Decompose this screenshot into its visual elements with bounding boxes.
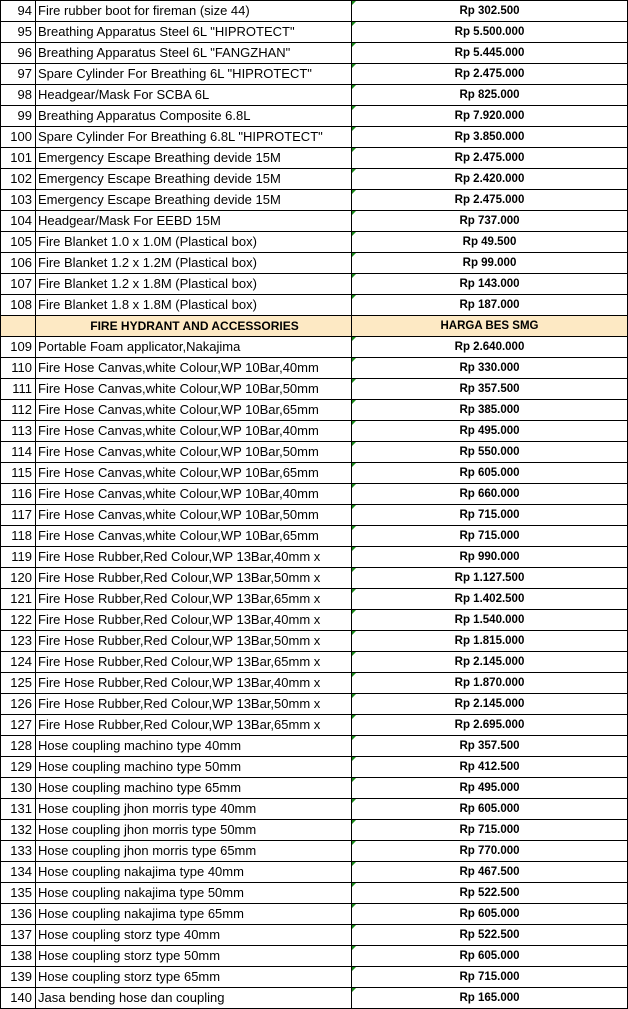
- item-description-cell: Fire Hose Canvas,white Colour,WP 10Bar,65mm: [36, 463, 352, 484]
- item-description-cell: Hose coupling storz type 50mm: [36, 946, 352, 967]
- item-number-cell: 139: [1, 967, 36, 988]
- item-description-cell: Breathing Apparatus Steel 6L "HIPROTECT": [36, 22, 352, 43]
- item-number-cell: 113: [1, 421, 36, 442]
- table-row: [1, 820, 628, 841]
- item-description-cell: Fire Hose Rubber,Red Colour,WP 13Bar,50mm x: [36, 694, 352, 715]
- item-number-cell: 128: [1, 736, 36, 757]
- item-price-cell: Rp 2.420.000: [352, 169, 628, 190]
- table-row: [1, 379, 628, 400]
- item-description-cell: Breathing Apparatus Composite 6.8L: [36, 106, 352, 127]
- item-price-cell: Rp 737.000: [352, 211, 628, 232]
- item-price-cell: Rp 357.500: [352, 379, 628, 400]
- table-row: [1, 190, 628, 211]
- table-row: [1, 568, 628, 589]
- table-row: [1, 967, 628, 988]
- item-price-cell: Rp 2.695.000: [352, 715, 628, 736]
- item-number-cell: 117: [1, 505, 36, 526]
- item-price-cell: Rp 2.475.000: [352, 190, 628, 211]
- table-row: [1, 127, 628, 148]
- item-price-cell: Rp 2.640.000: [352, 337, 628, 358]
- item-number-cell: 107: [1, 274, 36, 295]
- item-description-cell: Fire Hose Canvas,white Colour,WP 10Bar,40mm: [36, 358, 352, 379]
- item-description-cell: Spare Cylinder For Breathing 6L "HIPROTECT": [36, 64, 352, 85]
- item-number-cell: 122: [1, 610, 36, 631]
- table-row: [1, 694, 628, 715]
- item-price-cell: Rp 187.000: [352, 295, 628, 316]
- item-number-cell: 96: [1, 43, 36, 64]
- table-row: [1, 253, 628, 274]
- table-row: [1, 85, 628, 106]
- item-number-cell: 99: [1, 106, 36, 127]
- item-number-cell: 121: [1, 589, 36, 610]
- price-list-rows-b: [1, 337, 628, 1009]
- item-price-cell: Rp 495.000: [352, 778, 628, 799]
- item-number-cell: 126: [1, 694, 36, 715]
- item-number-cell: 112: [1, 400, 36, 421]
- table-row: [1, 43, 628, 64]
- item-number-cell: 130: [1, 778, 36, 799]
- table-row: [1, 358, 628, 379]
- item-description-cell: Emergency Escape Breathing devide 15M: [36, 190, 352, 211]
- item-number-cell: 136: [1, 904, 36, 925]
- item-description-cell: Hose coupling jhon morris type 40mm: [36, 799, 352, 820]
- item-price-cell: Rp 5.500.000: [352, 22, 628, 43]
- item-description-cell: Fire Hose Rubber,Red Colour,WP 13Bar,50mm x: [36, 568, 352, 589]
- table-row: [1, 295, 628, 316]
- item-price-cell: Rp 357.500: [352, 736, 628, 757]
- table-row: [1, 1, 628, 22]
- item-description-cell: Spare Cylinder For Breathing 6.8L "HIPROTECT": [36, 127, 352, 148]
- item-price-cell: Rp 605.000: [352, 463, 628, 484]
- table-row: [1, 22, 628, 43]
- item-number-cell: 114: [1, 442, 36, 463]
- item-price-cell: Rp 2.475.000: [352, 148, 628, 169]
- item-description-cell: Fire Hose Canvas,white Colour,WP 10Bar,65mm: [36, 400, 352, 421]
- item-price-cell: Rp 1.540.000: [352, 610, 628, 631]
- item-price-cell: Rp 2.475.000: [352, 64, 628, 85]
- item-description-cell: Portable Foam applicator,Nakajima: [36, 337, 352, 358]
- table-row: [1, 232, 628, 253]
- item-description-cell: Fire Hose Canvas,white Colour,WP 10Bar,40mm: [36, 421, 352, 442]
- table-row: [1, 946, 628, 967]
- item-price-cell: Rp 165.000: [352, 988, 628, 1009]
- item-price-cell: Rp 49.500: [352, 232, 628, 253]
- item-price-cell: Rp 1.127.500: [352, 568, 628, 589]
- item-description-cell: Fire rubber boot for fireman (size 44): [36, 1, 352, 22]
- item-description-cell: Fire Blanket 1.0 x 1.0M (Plastical box): [36, 232, 352, 253]
- item-number-cell: 137: [1, 925, 36, 946]
- item-number-cell: 104: [1, 211, 36, 232]
- item-number-cell: 140: [1, 988, 36, 1009]
- table-row: [1, 778, 628, 799]
- item-number-cell: 132: [1, 820, 36, 841]
- item-price-cell: Rp 2.145.000: [352, 694, 628, 715]
- table-row: [1, 274, 628, 295]
- table-row: [1, 400, 628, 421]
- item-number-cell: 98: [1, 85, 36, 106]
- table-row: [1, 799, 628, 820]
- table-row: [1, 484, 628, 505]
- item-number-cell: 120: [1, 568, 36, 589]
- item-description-cell: Hose coupling machino type 65mm: [36, 778, 352, 799]
- table-row: [1, 904, 628, 925]
- item-number-cell: 106: [1, 253, 36, 274]
- item-description-cell: Fire Hose Canvas,white Colour,WP 10Bar,65mm: [36, 526, 352, 547]
- item-description-cell: Fire Hose Rubber,Red Colour,WP 13Bar,65mm x: [36, 652, 352, 673]
- item-number-cell: 127: [1, 715, 36, 736]
- item-description-cell: Fire Hose Rubber,Red Colour,WP 13Bar,40mm x: [36, 673, 352, 694]
- item-price-cell: Rp 302.500: [352, 1, 628, 22]
- item-description-cell: Fire Blanket 1.2 x 1.2M (Plastical box): [36, 253, 352, 274]
- item-number-cell: 110: [1, 358, 36, 379]
- item-price-cell: Rp 1.402.500: [352, 589, 628, 610]
- item-price-cell: Rp 467.500: [352, 862, 628, 883]
- item-description-cell: Fire Hose Canvas,white Colour,WP 10Bar,50mm: [36, 442, 352, 463]
- item-number-cell: 105: [1, 232, 36, 253]
- item-number-cell: 125: [1, 673, 36, 694]
- item-price-cell: Rp 605.000: [352, 946, 628, 967]
- item-price-cell: Rp 522.500: [352, 883, 628, 904]
- table-row: [1, 169, 628, 190]
- table-row: [1, 841, 628, 862]
- item-price-cell: Rp 1.815.000: [352, 631, 628, 652]
- item-description-cell: Fire Blanket 1.2 x 1.8M (Plastical box): [36, 274, 352, 295]
- item-number-cell: 118: [1, 526, 36, 547]
- item-price-cell: Rp 605.000: [352, 799, 628, 820]
- item-number-cell: 103: [1, 190, 36, 211]
- table-row: [1, 442, 628, 463]
- item-description-cell: Fire Hose Canvas,white Colour,WP 10Bar,40mm: [36, 484, 352, 505]
- item-price-cell: Rp 1.870.000: [352, 673, 628, 694]
- table-row: [1, 547, 628, 568]
- item-number-cell: 116: [1, 484, 36, 505]
- item-description-cell: Emergency Escape Breathing devide 15M: [36, 148, 352, 169]
- table-row: [1, 211, 628, 232]
- item-price-cell: Rp 330.000: [352, 358, 628, 379]
- table-row: [1, 526, 628, 547]
- item-description-cell: Fire Hose Canvas,white Colour,WP 10Bar,50mm: [36, 379, 352, 400]
- item-number-cell: 134: [1, 862, 36, 883]
- item-number-cell: 95: [1, 22, 36, 43]
- item-description-cell: Hose coupling machino type 50mm: [36, 757, 352, 778]
- item-price-cell: Rp 715.000: [352, 820, 628, 841]
- item-number-cell: 102: [1, 169, 36, 190]
- item-price-cell: Rp 990.000: [352, 547, 628, 568]
- item-number-cell: 135: [1, 883, 36, 904]
- item-price-cell: Rp 715.000: [352, 967, 628, 988]
- table-row: [1, 64, 628, 85]
- section-header: [1, 316, 628, 337]
- table-row: [1, 631, 628, 652]
- item-price-cell: Rp 7.920.000: [352, 106, 628, 127]
- section-no-cell: [1, 316, 36, 337]
- item-price-cell: Rp 522.500: [352, 925, 628, 946]
- table-row: [1, 715, 628, 736]
- item-description-cell: Hose coupling machino type 40mm: [36, 736, 352, 757]
- table-row: [1, 673, 628, 694]
- table-row: [1, 148, 628, 169]
- item-number-cell: 131: [1, 799, 36, 820]
- item-price-cell: Rp 385.000: [352, 400, 628, 421]
- item-description-cell: Breathing Apparatus Steel 6L "FANGZHAN": [36, 43, 352, 64]
- item-number-cell: 138: [1, 946, 36, 967]
- item-price-cell: Rp 550.000: [352, 442, 628, 463]
- item-price-cell: Rp 2.145.000: [352, 652, 628, 673]
- price-column-header: HARGA BES SMG: [352, 316, 628, 337]
- item-description-cell: Hose coupling storz type 40mm: [36, 925, 352, 946]
- item-description-cell: Fire Hose Rubber,Red Colour,WP 13Bar,40mm x: [36, 547, 352, 568]
- item-price-cell: Rp 715.000: [352, 505, 628, 526]
- item-number-cell: 111: [1, 379, 36, 400]
- item-price-cell: Rp 412.500: [352, 757, 628, 778]
- item-price-cell: Rp 5.445.000: [352, 43, 628, 64]
- item-description-cell: Hose coupling nakajima type 40mm: [36, 862, 352, 883]
- item-price-cell: Rp 495.000: [352, 421, 628, 442]
- table-row: [1, 988, 628, 1009]
- item-number-cell: 100: [1, 127, 36, 148]
- item-description-cell: Emergency Escape Breathing devide 15M: [36, 169, 352, 190]
- item-description-cell: Headgear/Mask For SCBA 6L: [36, 85, 352, 106]
- item-description-cell: Hose coupling nakajima type 65mm: [36, 904, 352, 925]
- item-price-cell: Rp 3.850.000: [352, 127, 628, 148]
- item-description-cell: Headgear/Mask For EEBD 15M: [36, 211, 352, 232]
- table-row: [1, 421, 628, 442]
- item-number-cell: 101: [1, 148, 36, 169]
- item-price-cell: Rp 660.000: [352, 484, 628, 505]
- item-description-cell: Fire Hose Canvas,white Colour,WP 10Bar,50mm: [36, 505, 352, 526]
- item-price-cell: Rp 99.000: [352, 253, 628, 274]
- item-number-cell: 133: [1, 841, 36, 862]
- item-number-cell: 94: [1, 1, 36, 22]
- item-description-cell: Jasa bending hose dan coupling: [36, 988, 352, 1009]
- table-row: [1, 862, 628, 883]
- item-price-cell: Rp 770.000: [352, 841, 628, 862]
- section-header-row: [1, 316, 628, 337]
- table-row: [1, 925, 628, 946]
- table-row: [1, 757, 628, 778]
- item-description-cell: Fire Hose Rubber,Red Colour,WP 13Bar,65mm x: [36, 589, 352, 610]
- table-row: [1, 106, 628, 127]
- item-price-cell: Rp 605.000: [352, 904, 628, 925]
- table-row: [1, 463, 628, 484]
- table-row: [1, 652, 628, 673]
- table-row: [1, 337, 628, 358]
- item-number-cell: 124: [1, 652, 36, 673]
- item-number-cell: 109: [1, 337, 36, 358]
- table-row: [1, 589, 628, 610]
- item-price-cell: Rp 143.000: [352, 274, 628, 295]
- section-title: FIRE HYDRANT AND ACCESSORIES: [36, 316, 352, 337]
- item-description-cell: Fire Blanket 1.8 x 1.8M (Plastical box): [36, 295, 352, 316]
- item-description-cell: Fire Hose Rubber,Red Colour,WP 13Bar,50mm x: [36, 631, 352, 652]
- item-number-cell: 129: [1, 757, 36, 778]
- item-number-cell: 115: [1, 463, 36, 484]
- item-number-cell: 108: [1, 295, 36, 316]
- table-row: [1, 736, 628, 757]
- item-number-cell: 97: [1, 64, 36, 85]
- price-list-rows-a: [1, 1, 628, 316]
- item-description-cell: Fire Hose Rubber,Red Colour,WP 13Bar,65mm x: [36, 715, 352, 736]
- table-row: [1, 883, 628, 904]
- item-number-cell: 119: [1, 547, 36, 568]
- table-row: [1, 505, 628, 526]
- item-description-cell: Hose coupling jhon morris type 50mm: [36, 820, 352, 841]
- item-price-cell: Rp 715.000: [352, 526, 628, 547]
- item-description-cell: Hose coupling jhon morris type 65mm: [36, 841, 352, 862]
- item-description-cell: Hose coupling storz type 65mm: [36, 967, 352, 988]
- item-number-cell: 123: [1, 631, 36, 652]
- table-row: [1, 610, 628, 631]
- item-description-cell: Fire Hose Rubber,Red Colour,WP 13Bar,40mm x: [36, 610, 352, 631]
- item-description-cell: Hose coupling nakajima type 50mm: [36, 883, 352, 904]
- item-price-cell: Rp 825.000: [352, 85, 628, 106]
